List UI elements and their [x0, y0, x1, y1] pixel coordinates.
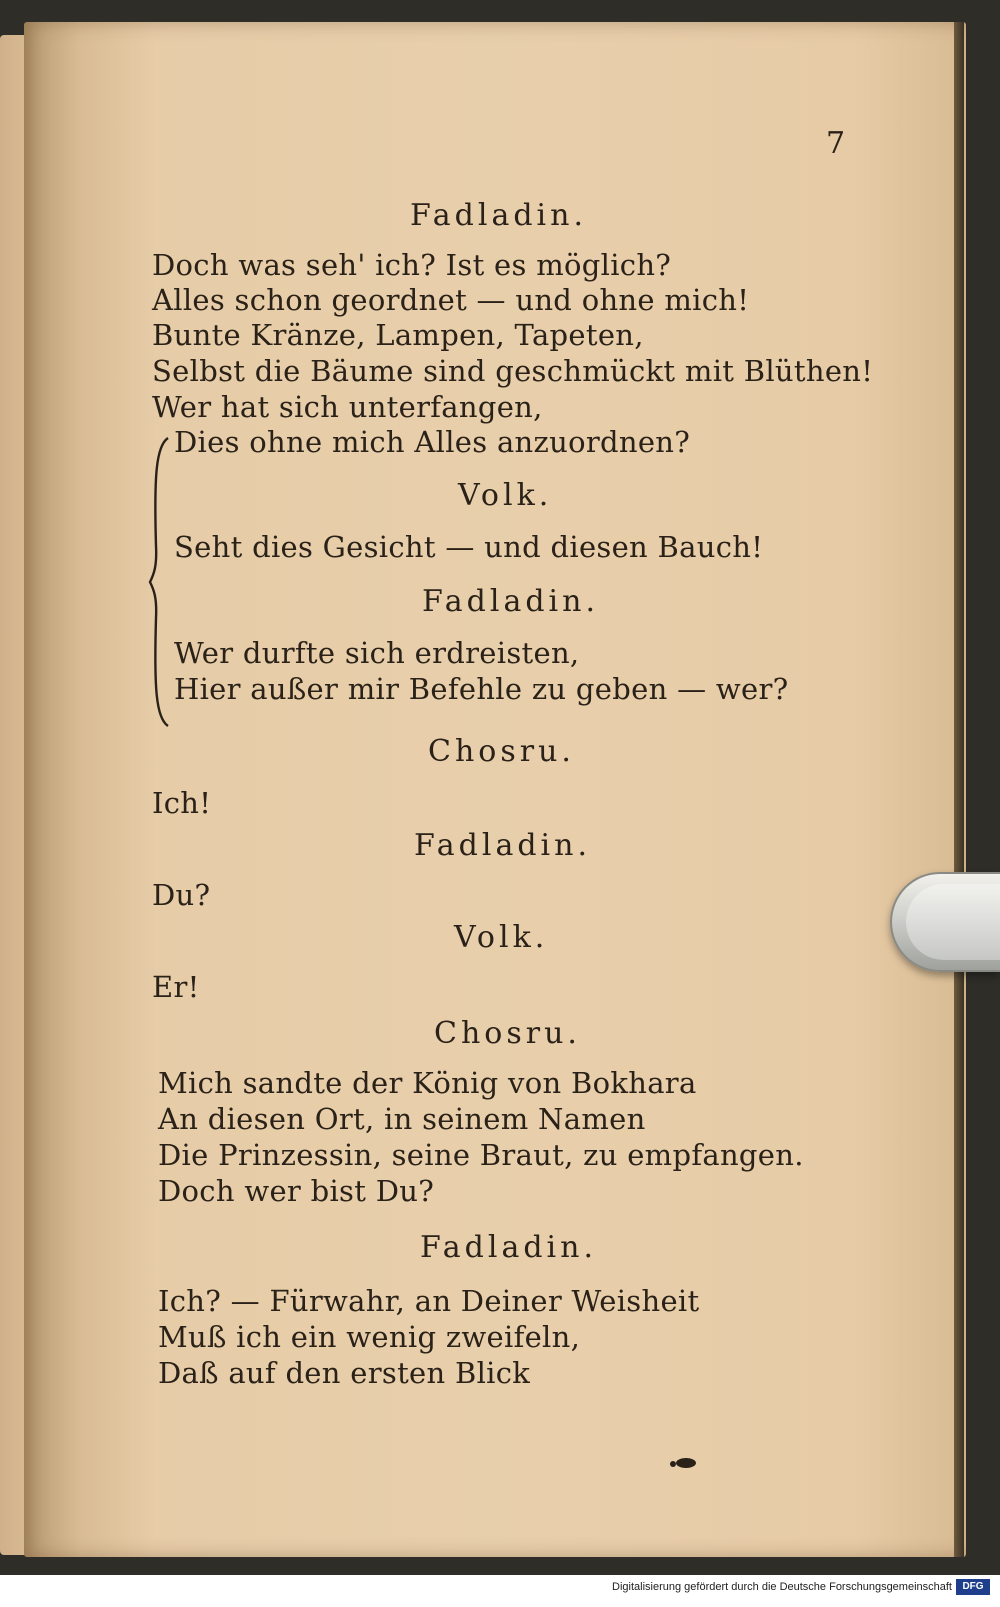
verse-line: Die Prinzessin, seine Braut, zu empfangen. [158, 1138, 804, 1172]
verse-line: Ich? — Fürwahr, an Deiner Weisheit [158, 1284, 700, 1318]
verse-line: An diesen Ort, in seinem Namen [158, 1102, 646, 1136]
verse-line: Er! [152, 970, 200, 1004]
verse-line: Ich! [152, 786, 212, 820]
verse-line: Doch was seh' ich? Ist es möglich? [152, 248, 672, 282]
verse-line: Alles schon geordnet — und ohne mich! [152, 283, 750, 317]
speaker-heading: Fadladin. [410, 198, 588, 233]
speaker-heading: Chosru. [434, 1016, 581, 1051]
verse-line: Muß ich ein wenig zweifeln, [158, 1320, 581, 1354]
speaker-heading: Fadladin. [420, 1230, 598, 1265]
verse-line: Dies ohne mich Alles anzuordnen? [174, 425, 691, 459]
ornament-mark [668, 1456, 698, 1470]
footer-bar [0, 1575, 1000, 1607]
page-number: 7 [826, 126, 846, 161]
page-fore-edge [954, 22, 964, 1557]
verse-line: Du? [152, 878, 211, 912]
speaker-heading: Volk. [458, 478, 553, 513]
verse-line: Bunte Kränze, Lampen, Tapeten, [152, 318, 644, 352]
verse-line: Wer durfte sich erdreisten, [174, 636, 580, 670]
speaker-heading: Chosru. [428, 734, 575, 769]
speaker-heading: Fadladin. [414, 828, 592, 863]
footer-credit: Digitalisierung gefördert durch die Deutsche Forschungsgemeinschaft [612, 1581, 952, 1593]
verse-line: Seht dies Gesicht — und diesen Bauch! [174, 530, 764, 564]
speaker-heading: Volk. [454, 920, 549, 955]
dfg-logo: DFG [956, 1579, 990, 1595]
verse-line: Wer hat sich unterfangen, [152, 390, 543, 424]
verse-line: Doch wer bist Du? [158, 1174, 435, 1208]
page-clip-highlight [906, 884, 1000, 960]
verse-line: Hier außer mir Befehle zu geben — wer? [174, 672, 789, 706]
verse-line: Daß auf den ersten Blick [158, 1356, 531, 1390]
speaker-heading: Fadladin. [422, 584, 600, 619]
speaker-brace [148, 436, 172, 728]
verse-line: Selbst die Bäume sind geschmückt mit Blüthen! [152, 354, 874, 388]
verse-line: Mich sandte der König von Bokhara [158, 1066, 697, 1100]
